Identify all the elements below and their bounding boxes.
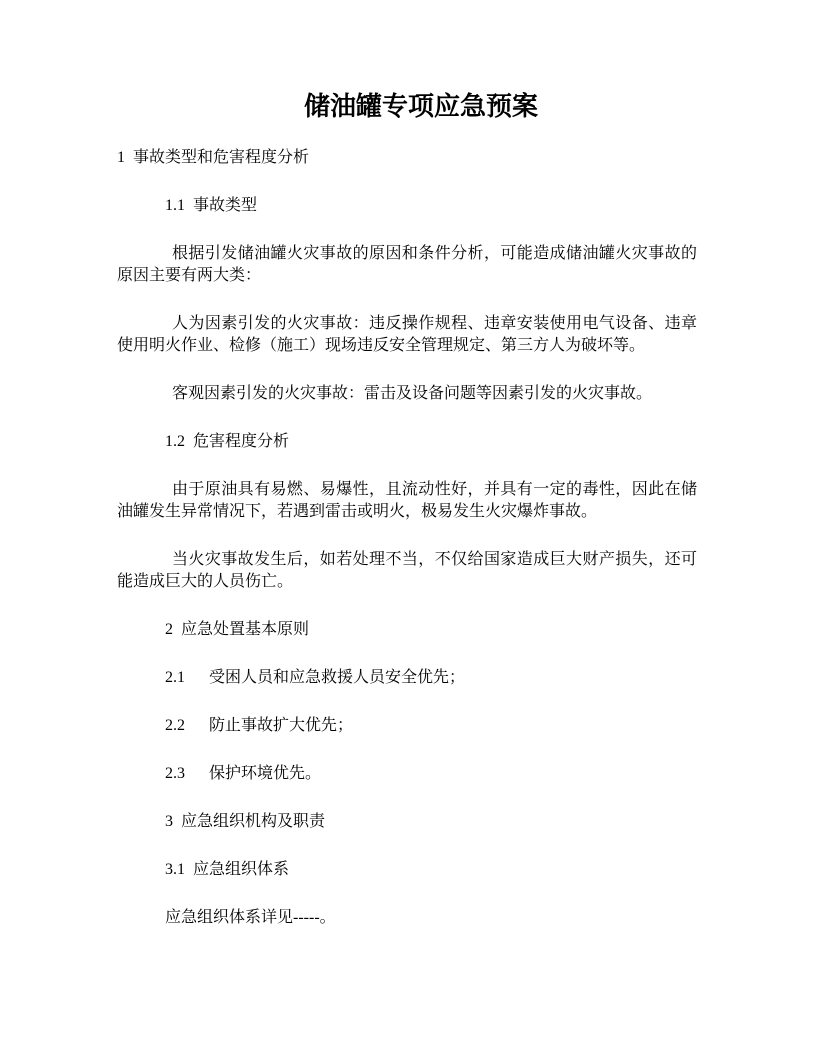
heading-number: 1.2 [165,433,185,450]
text-content: 人为因素引发的火灾事故：违反操作规程、违章安装使用电气设备、违章使用明火作业、检修（施工）现场违反安全管理规定、第三方人为破坏等。 [117,315,697,354]
heading-number: 2.1 [165,669,185,686]
paragraph [117,383,697,405]
text-content: 危害程度分析 [193,433,290,450]
heading-number: 2 [165,621,173,638]
section-heading-1.2 [117,431,697,453]
section-heading-3.1 [117,859,697,881]
numbered-item-2.1 [117,667,697,689]
numbered-item-2.2 [117,715,697,737]
paragraph [117,549,697,593]
text-line [117,907,697,929]
section-heading-1.1 [117,195,697,217]
text-content: 防止事故扩大优先； [209,717,354,734]
heading-number: 3 [165,813,173,830]
heading-number: 1.1 [165,197,185,214]
section-heading-1 [117,147,697,169]
text-content: 事故类型和危害程度分析 [133,149,310,166]
text-content: 保护环境优先。 [209,765,322,782]
text-content: 受困人员和应急救援人员安全优先； [209,669,466,686]
document-body [117,147,697,929]
text-content: 应急组织体系 [193,861,290,878]
paragraph [117,243,697,287]
section-heading-3 [117,811,697,833]
text-content: 根据引发储油罐火灾事故的原因和条件分析，可能造成储油罐火灾事故的原因主要有两大类： [117,245,697,284]
paragraph [117,313,697,357]
heading-number: 3.1 [165,861,185,878]
numbered-item-2.3 [117,763,697,785]
heading-number: 1 [117,149,125,166]
text-content: 当火灾事故发生后，如若处理不当，不仅给国家造成巨大财产损失，还可能造成巨大的人员伤亡。 [117,551,697,590]
heading-number: 2.3 [165,765,185,782]
text-content: 应急处置基本原则 [181,621,310,638]
heading-number: 2.2 [165,717,185,734]
text-content: 事故类型 [193,197,258,214]
text-content: 由于原油具有易燃、易爆性，且流动性好，并具有一定的毒性，因此在储油罐发生异常情况下，若遇到雷击或明火，极易发生火灾爆炸事故。 [117,481,697,520]
section-heading-2 [117,619,697,641]
text-content: 客观因素引发的火灾事故：雷击及设备问题等因素引发的火灾事故。 [172,385,653,402]
text-content: 应急组织体系详见-----。 [165,909,336,926]
document-title: 储油罐专项应急预案 [303,92,538,121]
text-content: 应急组织机构及职责 [181,813,326,830]
paragraph [117,479,697,523]
